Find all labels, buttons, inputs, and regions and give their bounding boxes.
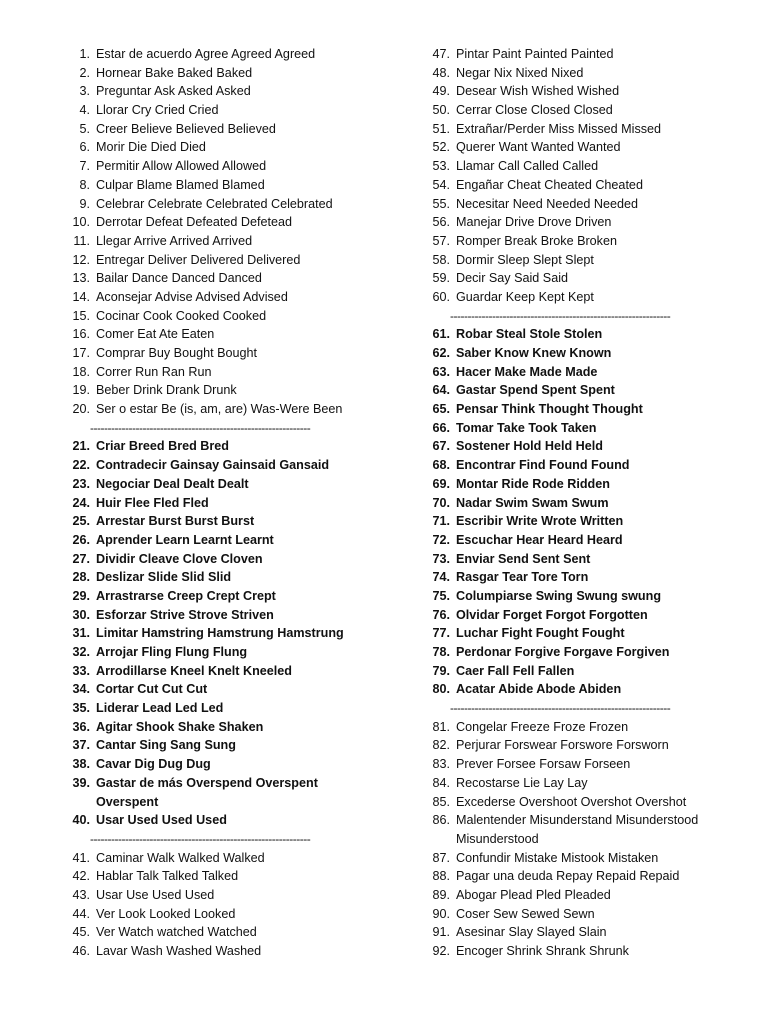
item-number: 13. xyxy=(72,271,90,286)
verb-list-item xyxy=(422,269,742,288)
verb-forms-text: Correr Run Ran Run xyxy=(96,364,212,379)
verb-forms-text: Contradecir Gainsay Gainsaid Gansaid xyxy=(96,458,330,473)
verb-forms-text: Manejar Drive Drove Driven xyxy=(456,215,612,230)
item-number: 92. xyxy=(432,944,450,959)
verb-list-item xyxy=(62,363,407,382)
item-number: 4. xyxy=(79,103,90,118)
verb-list-item xyxy=(62,437,407,456)
verb-forms-text: Cortar Cut Cut Cut xyxy=(96,682,208,697)
verb-list-item xyxy=(422,793,742,812)
verb-list-item xyxy=(422,942,742,961)
verb-forms-text: Dormir Sleep Slept Slept xyxy=(456,252,594,267)
verb-forms-text: Celebrar Celebrate Celebrated Celebrated xyxy=(96,196,333,211)
verb-list-item xyxy=(422,437,742,456)
verb-forms-text: Ver Watch watched Watched xyxy=(96,925,257,940)
verb-list-item xyxy=(422,419,742,438)
item-number: 46. xyxy=(72,944,90,959)
item-number: 29. xyxy=(72,588,90,603)
verb-forms-text: Luchar Fight Fought Fought xyxy=(456,626,625,641)
verb-forms-text: Pensar Think Thought Thought xyxy=(456,402,643,417)
item-number: 6. xyxy=(79,140,90,155)
verb-forms-text: Derrotar Defeat Defeated Defetead xyxy=(96,215,293,230)
verb-list-item xyxy=(422,475,742,494)
item-number: 9. xyxy=(79,196,90,211)
item-number: 85. xyxy=(432,794,450,809)
section-separator: --------------------------------------------------------------- xyxy=(450,308,671,323)
verb-forms-text: Lavar Wash Washed Washed xyxy=(96,944,262,959)
verb-forms-text: Prever Forsee Forsaw Forseen xyxy=(456,757,631,772)
item-number: 60. xyxy=(432,289,450,304)
section-separator: --------------------------------------------------------------- xyxy=(450,701,671,716)
item-number: 5. xyxy=(79,121,90,136)
item-number: 22. xyxy=(72,458,90,473)
item-number: 17. xyxy=(72,346,90,360)
item-number: 63. xyxy=(432,364,450,379)
verb-list-item xyxy=(422,886,742,905)
item-number: 21. xyxy=(72,439,90,454)
verb-forms-text: Permitir Allow Allowed Allowed xyxy=(96,159,267,174)
verb-forms-text: Escribir Write Wrote Written xyxy=(456,514,624,529)
item-number: 88. xyxy=(432,869,450,884)
verb-forms-text: Engañar Cheat Cheated Cheated xyxy=(456,177,643,192)
verb-list-item xyxy=(422,606,742,625)
verb-forms-text: Gastar de más Overspend Overspent Overspent xyxy=(96,775,318,809)
item-number: 8. xyxy=(79,177,90,192)
verb-list-item xyxy=(62,213,407,232)
verb-list-item xyxy=(62,101,407,120)
item-number: 33. xyxy=(72,663,90,678)
verb-list-item xyxy=(422,363,742,382)
verb-forms-text: Arrojar Fling Flung Flung xyxy=(96,645,248,659)
item-number: 11. xyxy=(73,233,90,248)
item-number: 54. xyxy=(432,177,450,192)
verb-forms-text: Llegar Arrive Arrived Arrived xyxy=(96,233,253,248)
verb-list-item xyxy=(62,325,407,344)
verb-list-item xyxy=(422,643,742,662)
item-number: 1. xyxy=(79,47,90,61)
verb-forms-text: Pintar Paint Painted Painted xyxy=(456,47,614,61)
item-number: 18. xyxy=(72,364,90,379)
verb-forms-text: Creer Believe Believed Believed xyxy=(96,121,276,136)
verb-forms-text: Malentender Misunderstand Misunderstood Misunderstood xyxy=(456,813,699,846)
verb-list-item xyxy=(422,923,742,942)
verb-list-item xyxy=(422,587,742,606)
verb-list-item xyxy=(62,232,407,251)
section-separator: --------------------------------------------------------------- xyxy=(90,831,311,846)
item-number: 58. xyxy=(432,252,450,267)
item-number: 80. xyxy=(432,682,450,697)
verb-list-item xyxy=(62,643,407,662)
verb-forms-text: Arrastrarse Creep Crept Crept xyxy=(96,588,276,603)
item-number: 79. xyxy=(432,663,450,678)
verb-list-item xyxy=(422,381,742,400)
verb-list-item xyxy=(62,494,407,513)
item-number: 62. xyxy=(432,346,450,360)
verb-list-item xyxy=(62,606,407,625)
verb-forms-text: Perjurar Forswear Forswore Forsworn xyxy=(456,738,669,753)
verb-list-item xyxy=(422,867,742,886)
item-number: 72. xyxy=(432,532,450,547)
item-number: 61. xyxy=(432,327,450,342)
verb-forms-text: Negociar Deal Dealt Dealt xyxy=(96,476,249,491)
item-number: 23. xyxy=(72,476,90,491)
verb-list-item xyxy=(62,138,407,157)
verb-list-item xyxy=(422,774,742,793)
verb-forms-text: Guardar Keep Kept Kept xyxy=(456,289,594,304)
item-number: 77. xyxy=(432,626,450,641)
verb-forms-text: Asesinar Slay Slayed Slain xyxy=(456,925,607,940)
item-number: 24. xyxy=(72,495,90,510)
verb-forms-text: Morir Die Died Died xyxy=(96,140,206,155)
verb-forms-text: Preguntar Ask Asked Asked xyxy=(96,84,251,99)
item-number: 7. xyxy=(79,159,90,174)
item-number: 52. xyxy=(432,140,450,155)
verb-forms-text: Liderar Lead Led Led xyxy=(96,701,224,716)
item-number: 59. xyxy=(432,271,450,286)
verb-forms-text: Cerrar Close Closed Closed xyxy=(456,103,613,118)
item-number: 91. xyxy=(432,925,450,940)
verb-list-item xyxy=(62,568,407,587)
verb-forms-text: Aprender Learn Learnt Learnt xyxy=(96,532,274,547)
verb-forms-text: Criar Breed Bred Bred xyxy=(96,439,229,454)
item-number: 38. xyxy=(72,757,90,772)
verb-list-item xyxy=(62,120,407,139)
item-number: 48. xyxy=(432,65,450,80)
verb-forms-text: Caer Fall Fell Fallen xyxy=(456,663,575,678)
verb-forms-text: Extrañar/Perder Miss Missed Missed xyxy=(456,121,662,136)
verb-forms-text: Cocinar Cook Cooked Cooked xyxy=(96,308,267,323)
verb-list-item xyxy=(422,662,742,681)
verb-forms-text: Recostarse Lie Lay Lay xyxy=(456,775,588,790)
verb-list-item xyxy=(422,288,742,307)
item-number: 51. xyxy=(432,121,450,136)
verb-forms-text: Congelar Freeze Froze Frozen xyxy=(456,719,629,734)
verb-list-item xyxy=(422,120,742,139)
verb-forms-text: Comer Eat Ate Eaten xyxy=(96,327,215,342)
verb-forms-text: Bailar Dance Danced Danced xyxy=(96,271,262,286)
item-number: 70. xyxy=(432,495,450,510)
section-separator: --------------------------------------------------------------- xyxy=(90,420,311,435)
verb-list-item xyxy=(422,400,742,419)
verb-list-item xyxy=(62,176,407,195)
verb-list-item xyxy=(62,867,407,886)
verb-list-item xyxy=(422,45,742,64)
item-number: 37. xyxy=(72,738,90,753)
verb-list-item xyxy=(62,288,407,307)
verb-list-item xyxy=(422,494,742,513)
item-number: 82. xyxy=(432,738,450,753)
verb-list-item xyxy=(422,550,742,569)
verb-forms-text: Cavar Dig Dug Dug xyxy=(96,757,211,772)
verb-forms-text: Dividir Cleave Clove Cloven xyxy=(96,551,263,566)
verb-forms-text: Encontrar Find Found Found xyxy=(456,458,630,473)
verb-forms-text: Coser Sew Sewed Sewn xyxy=(456,906,595,921)
item-number: 65. xyxy=(432,402,450,417)
verb-list-item xyxy=(422,157,742,176)
verb-forms-text: Saber Know Knew Known xyxy=(456,346,612,360)
verb-forms-text: Querer Want Wanted Wanted xyxy=(456,140,621,155)
item-number: 20. xyxy=(72,402,90,417)
verb-list-item xyxy=(422,811,742,848)
item-number: 87. xyxy=(432,850,450,865)
verb-list-item xyxy=(422,905,742,924)
verb-list-item xyxy=(62,680,407,699)
verb-forms-text: Tomar Take Took Taken xyxy=(456,420,597,435)
verb-list-item xyxy=(62,718,407,737)
verb-list-item xyxy=(422,849,742,868)
verb-forms-text: Excederse Overshoot Overshot Overshot xyxy=(456,794,687,809)
item-number: 28. xyxy=(72,570,90,585)
item-number: 39. xyxy=(72,775,90,790)
verb-forms-text: Caminar Walk Walked Walked xyxy=(96,850,265,865)
item-number: 3. xyxy=(79,84,90,99)
item-number: 66. xyxy=(432,420,450,435)
verb-list-item xyxy=(422,344,742,363)
item-number: 45. xyxy=(72,925,90,940)
verb-forms-text: Hablar Talk Talked Talked xyxy=(96,869,239,884)
item-number: 89. xyxy=(432,887,450,902)
verb-forms-text: Culpar Blame Blamed Blamed xyxy=(96,177,265,192)
verb-list-item xyxy=(62,45,407,64)
verb-list-item xyxy=(422,531,742,550)
verb-list-item xyxy=(62,531,407,550)
verb-list-item xyxy=(62,400,407,419)
verb-forms-text: Enviar Send Sent Sent xyxy=(456,551,591,566)
verb-forms-text: Gastar Spend Spent Spent xyxy=(456,383,615,398)
item-number: 32. xyxy=(72,645,90,659)
item-number: 71. xyxy=(432,514,450,529)
item-number: 44. xyxy=(72,906,90,921)
verb-list-item xyxy=(62,811,407,830)
verb-list-item xyxy=(422,568,742,587)
verb-forms-text: Esforzar Strive Strove Striven xyxy=(96,607,274,622)
item-number: 34. xyxy=(72,682,90,697)
verb-list-item xyxy=(422,195,742,214)
item-number: 90. xyxy=(432,906,450,921)
item-number: 19. xyxy=(72,383,90,398)
verb-list-item xyxy=(62,512,407,531)
verb-forms-text: Perdonar Forgive Forgave Forgiven xyxy=(456,645,670,659)
verb-forms-text: Llorar Cry Cried Cried xyxy=(96,103,219,118)
verb-list-item xyxy=(422,101,742,120)
verb-forms-text: Escuchar Hear Heard Heard xyxy=(456,532,623,547)
verb-list-item xyxy=(62,662,407,681)
verb-list-item xyxy=(422,624,742,643)
verb-list-item xyxy=(62,307,407,326)
verb-list-item xyxy=(62,587,407,606)
item-number: 42. xyxy=(72,869,90,884)
verb-list-item xyxy=(422,82,742,101)
verb-forms-text: Necesitar Need Needed Needed xyxy=(456,196,639,211)
verb-list-item xyxy=(62,886,407,905)
verb-forms-text: Beber Drink Drank Drunk xyxy=(96,383,237,398)
verb-list-item xyxy=(422,138,742,157)
verb-forms-text: Estar de acuerdo Agree Agreed Agreed xyxy=(96,47,316,61)
item-number: 76. xyxy=(432,607,450,622)
verb-forms-text: Columpiarse Swing Swung swung xyxy=(456,588,662,603)
verb-list-item xyxy=(62,699,407,718)
verb-forms-text: Pagar una deuda Repay Repaid Repaid xyxy=(456,869,680,884)
item-number: 86. xyxy=(432,813,450,828)
verb-list-item xyxy=(62,195,407,214)
verb-list-item xyxy=(62,64,407,83)
item-number: 57. xyxy=(432,233,450,248)
item-number: 47. xyxy=(432,47,450,61)
verb-forms-text: Limitar Hamstring Hamstrung Hamstrung xyxy=(96,626,344,641)
verb-forms-text: Decir Say Said Said xyxy=(456,271,568,286)
verb-forms-text: Hacer Make Made Made xyxy=(456,364,598,379)
verb-list-item xyxy=(422,251,742,270)
verb-list-item xyxy=(422,512,742,531)
verb-list-item xyxy=(422,736,742,755)
item-number: 10. xyxy=(72,215,90,230)
item-number: 55. xyxy=(432,196,450,211)
item-number: 49. xyxy=(432,84,450,99)
item-number: 14. xyxy=(72,289,90,304)
verb-forms-text: Usar Use Used Used xyxy=(96,887,215,902)
item-number: 35. xyxy=(72,701,90,716)
verb-forms-text: Huir Flee Fled Fled xyxy=(96,495,209,510)
verb-list-item xyxy=(62,774,407,811)
item-number: 41. xyxy=(72,850,90,865)
verb-list-item xyxy=(62,942,407,961)
verb-forms-text: Desear Wish Wished Wished xyxy=(456,84,620,99)
verb-forms-text: Entregar Deliver Delivered Delivered xyxy=(96,252,301,267)
item-number: 64. xyxy=(432,383,450,398)
verb-list-item xyxy=(62,456,407,475)
verb-forms-text: Abogar Plead Pled Pleaded xyxy=(456,887,611,902)
item-number: 12. xyxy=(72,252,90,267)
verb-forms-text: Usar Used Used Used xyxy=(96,813,227,828)
verb-forms-text: Deslizar Slide Slid Slid xyxy=(96,570,232,585)
verb-list-item xyxy=(62,157,407,176)
verb-list-item xyxy=(422,456,742,475)
verb-list-item xyxy=(62,905,407,924)
verb-list-item xyxy=(422,64,742,83)
item-number: 78. xyxy=(432,645,450,659)
verb-list-item xyxy=(62,550,407,569)
verb-forms-text: Agitar Shook Shake Shaken xyxy=(96,719,264,734)
verb-forms-text: Negar Nix Nixed Nixed xyxy=(456,65,584,80)
verb-forms-text: Aconsejar Advise Advised Advised xyxy=(96,289,288,304)
verb-forms-text: Olvidar Forget Forgot Forgotten xyxy=(456,607,648,622)
item-number: 43. xyxy=(72,887,90,902)
verb-forms-text: Cantar Sing Sang Sung xyxy=(96,738,236,753)
verb-list-item xyxy=(62,251,407,270)
verb-forms-text: Hornear Bake Baked Baked xyxy=(96,65,253,80)
item-number: 16. xyxy=(72,327,90,342)
verb-forms-text: Montar Ride Rode Ridden xyxy=(456,476,610,491)
item-number: 27. xyxy=(72,551,90,566)
item-number: 73. xyxy=(432,551,450,566)
verb-forms-text: Comprar Buy Bought Bought xyxy=(96,346,258,360)
item-number: 26. xyxy=(72,532,90,547)
verb-forms-text: Acatar Abide Abode Abiden xyxy=(456,682,622,697)
item-number: 30. xyxy=(72,607,90,622)
verb-forms-text: Confundir Mistake Mistook Mistaken xyxy=(456,850,659,865)
item-number: 69. xyxy=(432,476,450,491)
item-number: 84. xyxy=(432,775,450,790)
verb-list-item xyxy=(62,624,407,643)
verb-list-item xyxy=(422,213,742,232)
verb-list-item xyxy=(62,736,407,755)
item-number: 67. xyxy=(432,439,450,454)
verb-forms-text: Sostener Hold Held Held xyxy=(456,439,603,454)
verb-forms-text: Robar Steal Stole Stolen xyxy=(456,327,603,342)
verb-forms-text: Ver Look Looked Looked xyxy=(96,906,236,921)
verb-list-item xyxy=(422,176,742,195)
item-number: 50. xyxy=(432,103,450,118)
verb-forms-text: Rasgar Tear Tore Torn xyxy=(456,570,589,585)
verb-forms-text: Arrodillarse Kneel Knelt Kneeled xyxy=(96,663,292,678)
verb-list-item xyxy=(62,923,407,942)
verb-forms-text: Romper Break Broke Broken xyxy=(456,233,617,248)
item-number: 74. xyxy=(432,570,450,585)
verb-list-item xyxy=(62,755,407,774)
verb-list-item xyxy=(62,82,407,101)
left-verb-column xyxy=(62,45,407,961)
verb-forms-text: Nadar Swim Swam Swum xyxy=(456,495,609,510)
item-number: 56. xyxy=(432,215,450,230)
verb-forms-text: Ser o estar Be (is, am, are) Was-Were Been xyxy=(96,402,343,417)
verb-forms-text: Encoger Shrink Shrank Shrunk xyxy=(456,944,629,959)
verb-list-item xyxy=(422,232,742,251)
item-number: 81. xyxy=(432,719,450,734)
item-number: 53. xyxy=(432,159,450,174)
item-number: 40. xyxy=(72,813,90,828)
verb-list-item xyxy=(62,381,407,400)
item-number: 2. xyxy=(79,65,90,80)
verb-list-item xyxy=(422,718,742,737)
verb-list-item xyxy=(62,269,407,288)
verb-list-item xyxy=(62,849,407,868)
verb-forms-text: Arrestar Burst Burst Burst xyxy=(96,514,255,529)
verb-list-item xyxy=(422,755,742,774)
item-number: 68. xyxy=(432,458,450,473)
item-number: 83. xyxy=(432,757,450,772)
verb-list-item xyxy=(62,344,407,363)
right-verb-column xyxy=(422,45,742,961)
item-number: 36. xyxy=(72,719,90,734)
item-number: 75. xyxy=(432,588,450,603)
item-number: 31. xyxy=(72,626,90,641)
verb-list-item xyxy=(422,680,742,699)
verb-list-item xyxy=(62,475,407,494)
item-number: 25. xyxy=(72,514,90,529)
verb-list-item xyxy=(422,325,742,344)
verb-forms-text: Llamar Call Called Called xyxy=(456,159,599,174)
item-number: 15. xyxy=(72,308,90,323)
